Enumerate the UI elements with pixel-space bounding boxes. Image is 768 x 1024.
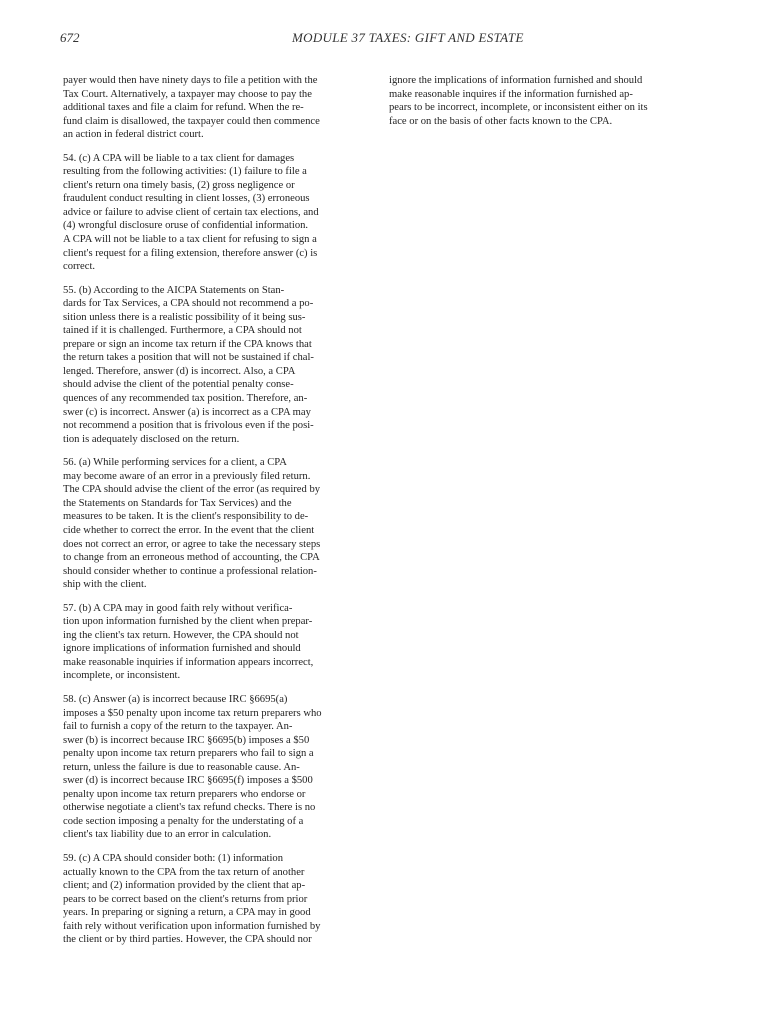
text-line: client; and (2) information provided by the client that ap- (63, 880, 306, 892)
text-line: imposes a $50 penalty upon income tax return preparers who (63, 707, 322, 719)
text-line: to change from an erroneous method of accounting, the CPA (63, 552, 320, 564)
text-line: prepare or sign an income tax return if the CPA knows that (63, 338, 312, 350)
text-line: correct. (63, 261, 96, 273)
text-line: ignore the implications of information furnished and should (389, 75, 643, 86)
text-line: swer (b) is incorrect because IRC §6695(b) imposes a $50 (63, 734, 310, 746)
text-line: ship with the client. (63, 579, 147, 591)
text-line: make reasonable inquires if the information furnished ap- (389, 88, 633, 100)
right-column (389, 74, 677, 138)
page-number: 672 (60, 30, 80, 45)
text-line: dards for Tax Services, a CPA should not recommend a po- (63, 298, 314, 310)
text-line: fraudulent conduct resulting in client losses, (3) erroneous (63, 193, 310, 205)
text-line: face or on the basis of other facts known to the CPA. (389, 115, 613, 127)
text-line: make reasonable inquiries if information appears incorrect, (63, 656, 314, 668)
text-line: does not correct an error, or agree to take the necessary steps (63, 538, 321, 550)
text-line: fund claim is disallowed, the taxpayer could then commence (63, 115, 320, 127)
text-line: the return takes a position that will not be sustained if chal- (63, 352, 314, 364)
text-line: additional taxes and file a claim for refund. When the re- (63, 102, 304, 114)
text-line: 58. (c) Answer (a) is incorrect because IRC §6695(a) (63, 693, 288, 705)
text-line: should consider whether to continue a professional relation- (63, 565, 317, 577)
text-line: incomplete, or inconsistent. (63, 670, 181, 682)
text-line: the Statements on Standards for Tax Services) and the (63, 497, 292, 509)
left-column (63, 74, 345, 957)
text-line: swer (d) is incorrect because IRC §6695(f) imposes a $500 (63, 775, 313, 787)
text-line: return, unless the failure is due to reasonable cause. An- (63, 761, 300, 773)
text-line: pears to be incorrect, incomplete, or inconsistent either on its (389, 102, 648, 114)
text-line: lenged. Therefore, answer (d) is incorrect. Also, a CPA (63, 365, 296, 377)
text-line: quences of any recommended tax position. Therefore, an- (63, 393, 308, 405)
text-line: otherwise negotiate a client's tax refund checks. There is no (63, 802, 316, 814)
text-line: penalty upon income tax return preparers who fail to sign a (63, 748, 314, 760)
text-line: The CPA should advise the client of the error (as required by (63, 484, 321, 496)
page-header (60, 30, 710, 50)
text-line: not recommend a position that is frivolous even if the posi- (63, 420, 314, 432)
text-line: tion upon information furnished by the client when prepar- (63, 616, 313, 628)
text-line: A CPA will not be liable to a tax client for refusing to sign a (63, 234, 317, 246)
text-line: may become aware of an error in a previously filed return. (63, 470, 311, 482)
text-line: ing the client's tax return. However, the CPA should not (63, 629, 299, 641)
text-line: Tax Court. Alternatively, a taxpayer may choose to pay the (63, 88, 312, 100)
text-line: faith rely without verification upon information furnished by (63, 920, 321, 932)
text-line: 59. (c) A CPA should consider both: (1) information (63, 852, 284, 864)
text-line: swer (c) is incorrect. Answer (a) is incorrect as a CPA may (63, 406, 311, 418)
text-line: client's request for a filing extension, therefore answer (c) is (63, 247, 318, 259)
text-line: actually known to the CPA from the tax return of another (63, 866, 305, 878)
text-line: pears to be correct based on the client's returns from prior (63, 893, 308, 905)
text-line: 57. (b) A CPA may in good faith rely without verifica- (63, 602, 293, 614)
text-line: code section imposing a penalty for the understating of a (63, 815, 304, 827)
answer-paragraph (63, 602, 345, 683)
answer-paragraph (389, 74, 677, 128)
text-line: resulting from the following activities: (1) failure to file a (63, 166, 307, 178)
answer-paragraph (63, 284, 345, 447)
text-line: an action in federal district court. (63, 129, 204, 141)
text-line: 54. (c) A CPA will be liable to a tax client for damages (63, 152, 295, 164)
text-line: ignore implications of information furnished and should (63, 643, 301, 655)
answer-paragraph (63, 456, 345, 591)
answer-paragraph (63, 74, 345, 142)
text-line: advice or failure to advise client of certain tax elections, and (63, 206, 319, 218)
text-line: the client or by third parties. However, the CPA should nor (63, 934, 312, 946)
text-line: 55. (b) According to the AICPA Statements on Stan- (63, 284, 285, 296)
text-line: tion is adequately disclosed on the return. (63, 433, 240, 445)
answer-paragraph (63, 152, 345, 274)
text-line: payer would then have ninety days to file a petition with the (63, 75, 318, 86)
text-line: fail to furnish a copy of the return to the taxpayer. An- (63, 721, 293, 733)
running-title: MODULE 37 TAXES: GIFT AND ESTATE (292, 30, 524, 45)
text-line: (4) wrongful disclosure oruse of confidential information. (63, 220, 309, 232)
text-line: penalty upon income tax return preparers who endorse or (63, 788, 306, 800)
text-line: client's tax liability due to an error in calculation. (63, 829, 272, 841)
text-line: tained if it is challenged. Furthermore, a CPA should not (63, 325, 302, 337)
text-line: sition unless there is a realistic possibility of it being sus- (63, 311, 306, 323)
text-line: cide whether to correct the error. In the event that the client (63, 524, 315, 536)
text-line: 56. (a) While performing services for a client, a CPA (63, 457, 287, 469)
text-line: measures to be taken. It is the client's responsibility to de- (63, 511, 309, 523)
answer-paragraph (63, 852, 345, 947)
text-line: client's return ona timely basis, (2) gross negligence or (63, 179, 295, 191)
text-line: should advise the client of the potential penalty conse- (63, 379, 294, 391)
text-line: years. In preparing or signing a return, a CPA may in good (63, 907, 311, 919)
answer-paragraph (63, 693, 345, 842)
